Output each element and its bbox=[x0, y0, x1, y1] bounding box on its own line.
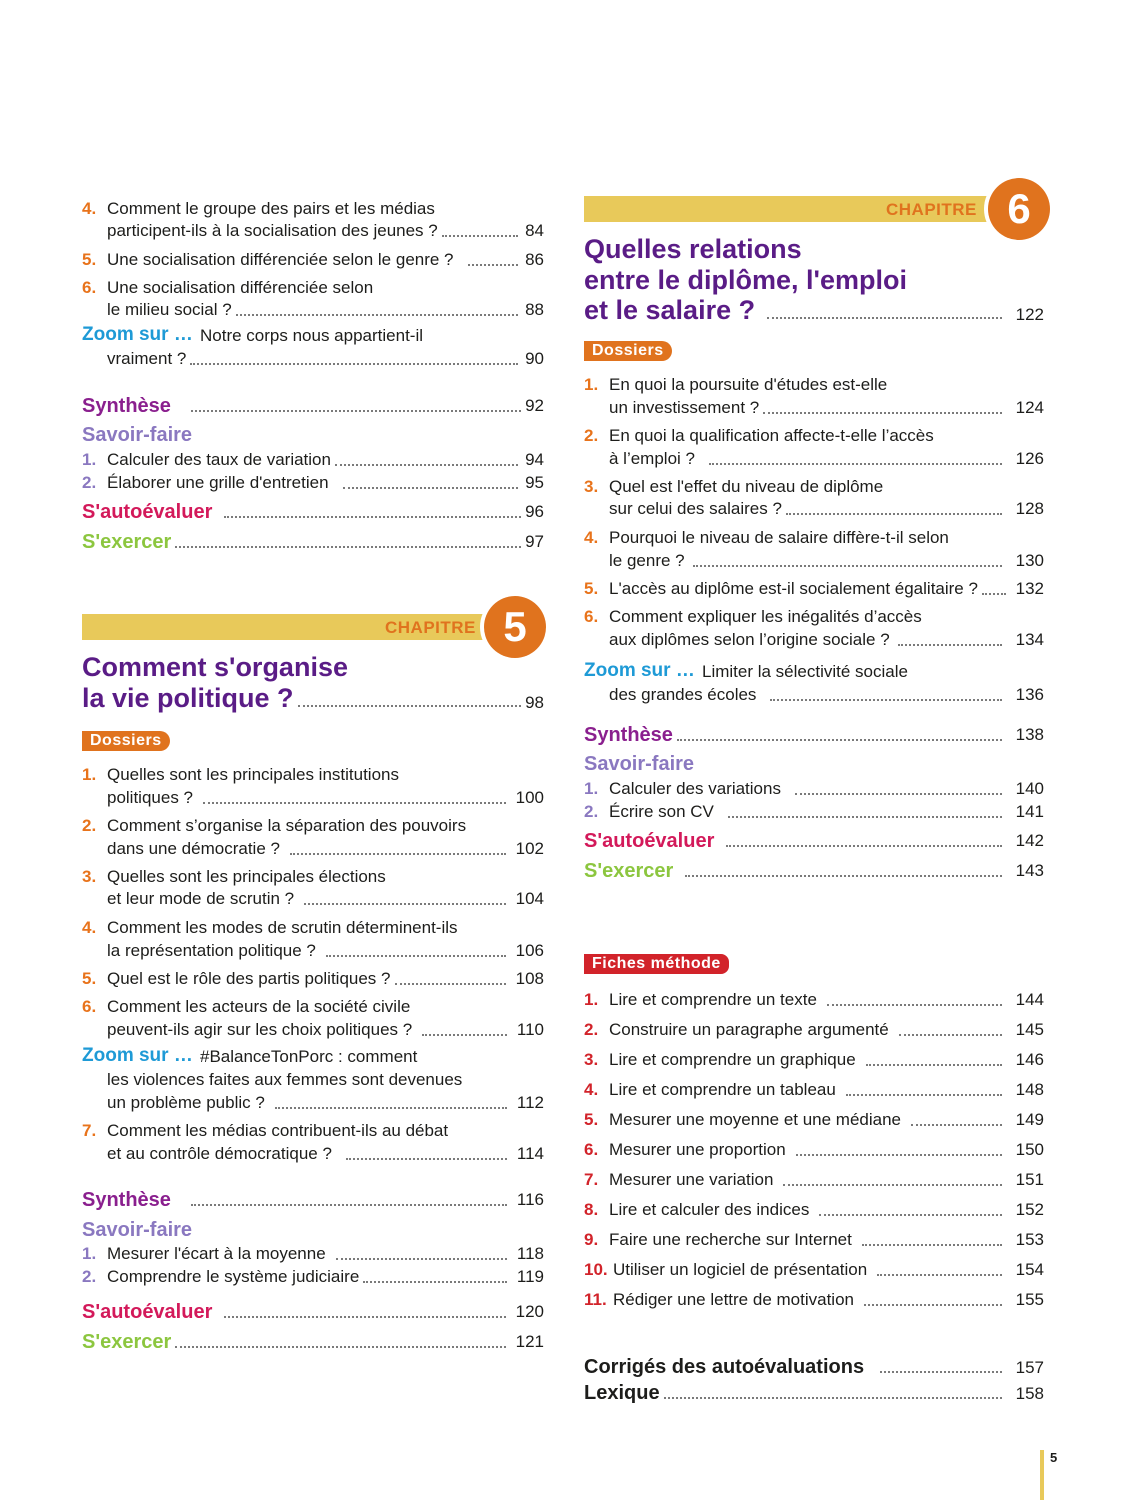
item-text: vraiment ? bbox=[107, 349, 187, 368]
item-number: 6. bbox=[82, 997, 97, 1016]
item-text: politiques ? bbox=[107, 788, 194, 807]
item-number: 9. bbox=[584, 1230, 599, 1249]
item-number: 7. bbox=[584, 1170, 599, 1189]
item-number: 1. bbox=[584, 779, 599, 798]
page-number: 148 bbox=[1015, 1080, 1044, 1099]
page-number: 128 bbox=[1015, 499, 1044, 518]
item-number: 3. bbox=[584, 1050, 599, 1069]
page-number: 114 bbox=[516, 1144, 544, 1163]
list-item[interactable] bbox=[82, 764, 544, 810]
chapter-title: Comment s'organise bbox=[82, 652, 348, 682]
synthese-entry[interactable] bbox=[82, 394, 544, 418]
dot-leader bbox=[343, 487, 518, 489]
item-text: peuvent-ils agir sur les choix politiques ? bbox=[107, 1020, 413, 1039]
dot-leader bbox=[709, 463, 1002, 465]
item-number: 4. bbox=[584, 528, 599, 547]
dot-leader bbox=[763, 412, 1001, 414]
item-text: dans une démocratie ? bbox=[107, 839, 280, 858]
item-text: Calculer des variations bbox=[609, 779, 781, 798]
chapter-label: CHAPITRE bbox=[385, 618, 476, 637]
zoom-item[interactable] bbox=[82, 325, 544, 371]
dot-leader bbox=[290, 853, 506, 855]
dot-leader bbox=[224, 1316, 505, 1318]
list-item[interactable] bbox=[584, 606, 1044, 652]
chapter-title-line[interactable] bbox=[584, 295, 1044, 326]
item-number: 6. bbox=[82, 278, 97, 297]
dot-leader bbox=[982, 593, 1006, 595]
item-text: et au contrôle démocratique ? bbox=[107, 1144, 332, 1163]
dot-leader bbox=[304, 903, 506, 905]
item-number: 7. bbox=[82, 1121, 97, 1140]
page-number: 146 bbox=[1015, 1050, 1044, 1069]
page-number: 151 bbox=[1015, 1170, 1044, 1189]
dot-leader bbox=[422, 1034, 507, 1036]
dot-leader bbox=[395, 983, 506, 985]
item-text: Quelles sont les principales institutions bbox=[107, 765, 399, 784]
page-number: 88 bbox=[525, 300, 544, 319]
fiche-item[interactable] bbox=[584, 1079, 1044, 1101]
fiche-item[interactable] bbox=[584, 1259, 1044, 1281]
item-text: En quoi la qualification affecte-t-elle l’accès bbox=[609, 426, 934, 445]
dot-leader bbox=[236, 314, 518, 316]
item-number: 2. bbox=[82, 1267, 97, 1286]
page-number: 145 bbox=[1015, 1020, 1044, 1039]
item-text: Pourquoi le niveau de salaire diffère-t-il selon bbox=[609, 528, 949, 547]
list-item[interactable] bbox=[584, 374, 1044, 420]
savoir-faire-heading: Savoir-faire bbox=[82, 424, 193, 446]
item-text: le genre ? bbox=[609, 551, 685, 570]
page-number: 94 bbox=[525, 450, 544, 469]
fiche-item[interactable] bbox=[584, 1049, 1044, 1071]
item-text: un investissement ? bbox=[609, 398, 760, 417]
item-text: Mesurer l'écart à la moyenne bbox=[107, 1244, 326, 1263]
dot-leader bbox=[203, 802, 506, 804]
item-text: Écrire son CV bbox=[609, 802, 714, 821]
list-item[interactable] bbox=[82, 996, 544, 1042]
item-number: 1. bbox=[82, 765, 97, 784]
synthese-entry[interactable] bbox=[584, 723, 1044, 747]
item-number: 8. bbox=[584, 1200, 599, 1219]
page-number: 121 bbox=[515, 1332, 544, 1351]
item-number: 2. bbox=[584, 802, 599, 821]
item-text: Élaborer une grille d'entretien bbox=[107, 473, 329, 492]
corriges-entry[interactable] bbox=[584, 1355, 1044, 1379]
page-number: 152 bbox=[1015, 1200, 1044, 1219]
page-number: 90 bbox=[525, 349, 544, 368]
item-number: 2. bbox=[584, 1020, 599, 1039]
list-item[interactable] bbox=[584, 476, 1044, 522]
dot-leader bbox=[786, 513, 1002, 515]
dot-leader bbox=[224, 516, 521, 518]
exercer-entry[interactable] bbox=[82, 1330, 544, 1354]
dot-leader bbox=[693, 565, 1002, 567]
chapter-title: et le salaire ? bbox=[584, 295, 756, 325]
dot-leader bbox=[175, 546, 521, 548]
fiche-item[interactable] bbox=[584, 1169, 1044, 1191]
page-number: 98 bbox=[525, 693, 544, 712]
dot-leader bbox=[899, 1034, 1002, 1036]
page-marker-bar bbox=[1040, 1450, 1044, 1500]
page-number: 136 bbox=[1015, 685, 1044, 704]
item-number: 5. bbox=[82, 250, 97, 269]
item-text: un problème public ? bbox=[107, 1093, 265, 1112]
page-number: 149 bbox=[1015, 1110, 1044, 1129]
chapter-title: entre le diplôme, l'emploi bbox=[584, 265, 907, 295]
page-number: 100 bbox=[515, 788, 544, 807]
list-item[interactable] bbox=[82, 277, 544, 323]
dot-leader bbox=[846, 1094, 1002, 1096]
dot-leader bbox=[275, 1107, 507, 1109]
dot-leader bbox=[864, 1304, 1002, 1306]
autoevaluer-label: S'autoévaluer bbox=[82, 1301, 213, 1323]
fiche-item[interactable] bbox=[584, 1109, 1044, 1131]
list-item[interactable] bbox=[82, 249, 544, 271]
fiche-item[interactable] bbox=[584, 1229, 1044, 1251]
synthese-entry[interactable] bbox=[82, 1188, 544, 1212]
page-number: 134 bbox=[1015, 630, 1044, 649]
chapter-title: la vie politique ? bbox=[82, 683, 294, 713]
page-number: 143 bbox=[1015, 861, 1044, 880]
page-number: 155 bbox=[1015, 1290, 1044, 1309]
exercer-entry[interactable] bbox=[82, 530, 544, 554]
item-text: #BalanceTonPorc : comment bbox=[200, 1047, 418, 1066]
chapter-title: Quelles relations bbox=[584, 234, 802, 264]
item-text: Calculer des taux de variation bbox=[107, 450, 331, 469]
page-number: 119 bbox=[516, 1267, 544, 1286]
synthese-label: Synthèse bbox=[82, 395, 171, 417]
page-number: 141 bbox=[1015, 802, 1044, 821]
dot-leader bbox=[827, 1004, 1002, 1006]
item-number: 11. bbox=[584, 1290, 607, 1309]
item-text: Mesurer une proportion bbox=[609, 1140, 786, 1159]
item-text: Lire et comprendre un texte bbox=[609, 990, 817, 1009]
dot-leader bbox=[862, 1244, 1002, 1246]
dot-leader bbox=[795, 793, 1002, 795]
fiche-item[interactable] bbox=[584, 1139, 1044, 1161]
item-text: les violences faites aux femmes sont devenues bbox=[107, 1070, 463, 1089]
item-number: 5. bbox=[82, 969, 97, 988]
autoevaluer-label: S'autoévaluer bbox=[584, 830, 715, 852]
page-number: 102 bbox=[515, 839, 544, 858]
page-number: 116 bbox=[516, 1190, 544, 1209]
item-text: Faire une recherche sur Internet bbox=[609, 1230, 852, 1249]
chapter-title-line[interactable] bbox=[82, 683, 544, 714]
dossiers-badge: Dossiers bbox=[584, 341, 672, 361]
page-number: 153 bbox=[1015, 1230, 1044, 1249]
autoevaluer-entry[interactable] bbox=[82, 1300, 544, 1324]
list-item[interactable] bbox=[82, 866, 544, 912]
item-text: sur celui des salaires ? bbox=[609, 499, 782, 518]
dot-leader bbox=[190, 363, 518, 365]
item-text: Comment expliquer les inégalités d’accès bbox=[609, 607, 922, 626]
list-item[interactable] bbox=[584, 425, 1044, 471]
dot-leader bbox=[335, 464, 518, 466]
fiche-item[interactable] bbox=[584, 1289, 1044, 1311]
item-text: Lire et comprendre un tableau bbox=[609, 1080, 836, 1099]
page-number: 86 bbox=[525, 250, 544, 269]
page-number: 157 bbox=[1015, 1358, 1044, 1377]
page-number: 126 bbox=[1015, 449, 1044, 468]
item-text: Construire un paragraphe argumenté bbox=[609, 1020, 889, 1039]
page-number: 96 bbox=[525, 502, 544, 521]
zoom-item[interactable] bbox=[82, 1046, 544, 1114]
page-number: 132 bbox=[1015, 579, 1044, 598]
autoevaluer-entry[interactable] bbox=[82, 500, 544, 524]
lexique-label: Lexique bbox=[584, 1382, 660, 1404]
page-number: 150 bbox=[1015, 1140, 1044, 1159]
list-item[interactable] bbox=[82, 1243, 544, 1265]
chapter-number: 5 bbox=[484, 596, 546, 658]
list-item[interactable] bbox=[584, 778, 1044, 800]
dot-leader bbox=[726, 845, 1001, 847]
item-number: 5. bbox=[584, 1110, 599, 1129]
item-text: Comment les médias contribuent-ils au débat bbox=[107, 1121, 449, 1140]
dot-leader bbox=[866, 1064, 1002, 1066]
exercer-label: S'exercer bbox=[82, 1331, 172, 1353]
item-text: Quel est le rôle des partis politiques ? bbox=[107, 969, 391, 988]
dot-leader bbox=[898, 644, 1002, 646]
item-text: des grandes écoles bbox=[609, 685, 757, 704]
chapter-number: 6 bbox=[988, 178, 1050, 240]
page-number: 158 bbox=[1015, 1384, 1044, 1403]
dot-leader bbox=[363, 1281, 507, 1283]
item-number: 2. bbox=[82, 473, 97, 492]
zoom-label: Zoom sur … bbox=[584, 660, 695, 681]
page-number: 104 bbox=[515, 889, 544, 908]
page-number: 122 bbox=[1015, 305, 1044, 324]
dot-leader bbox=[191, 1204, 507, 1206]
lexique-entry[interactable] bbox=[584, 1381, 1044, 1405]
exercer-label: S'exercer bbox=[82, 531, 172, 553]
savoir-faire-heading: Savoir-faire bbox=[584, 753, 695, 775]
item-text: Quelles sont les principales élections bbox=[107, 867, 386, 886]
list-item[interactable] bbox=[82, 472, 544, 494]
page-number: 140 bbox=[1015, 779, 1044, 798]
dot-leader bbox=[796, 1154, 1002, 1156]
exercer-label: S'exercer bbox=[584, 860, 674, 882]
item-text: Utiliser un logiciel de présentation bbox=[613, 1260, 868, 1279]
list-item[interactable] bbox=[82, 815, 544, 861]
item-number: 3. bbox=[584, 477, 599, 496]
list-item[interactable] bbox=[82, 1266, 544, 1288]
page-number-footer: 5 bbox=[1050, 1450, 1058, 1465]
item-number: 1. bbox=[82, 1244, 97, 1263]
dot-leader bbox=[298, 705, 522, 707]
chapter-label: CHAPITRE bbox=[886, 200, 977, 219]
autoevaluer-label: S'autoévaluer bbox=[82, 501, 213, 523]
item-text: Rédiger une lettre de motivation bbox=[613, 1290, 854, 1309]
dot-leader bbox=[819, 1214, 1001, 1216]
item-number: 4. bbox=[82, 199, 97, 218]
item-number: 1. bbox=[82, 450, 97, 469]
dot-leader bbox=[770, 699, 1001, 701]
page-number: 120 bbox=[515, 1302, 544, 1321]
page-number: 97 bbox=[525, 532, 544, 551]
list-item[interactable] bbox=[584, 527, 1044, 573]
fiche-item[interactable] bbox=[584, 1019, 1044, 1041]
item-number: 6. bbox=[584, 607, 599, 626]
page-number: 110 bbox=[516, 1020, 544, 1039]
dot-leader bbox=[677, 739, 1002, 741]
page-number: 112 bbox=[516, 1093, 544, 1112]
list-item[interactable] bbox=[82, 917, 544, 963]
item-number: 6. bbox=[584, 1140, 599, 1159]
list-item[interactable] bbox=[82, 198, 544, 244]
dot-leader bbox=[767, 317, 1002, 319]
list-item[interactable] bbox=[82, 1120, 544, 1166]
page-number: 118 bbox=[516, 1244, 544, 1263]
item-number: 5. bbox=[584, 579, 599, 598]
list-item[interactable] bbox=[584, 578, 1044, 600]
savoir-faire-heading: Savoir-faire bbox=[82, 1219, 193, 1241]
corriges-label: Corrigés des autoévaluations bbox=[584, 1356, 865, 1378]
item-text: Limiter la sélectivité sociale bbox=[702, 662, 908, 681]
page-number: 154 bbox=[1015, 1260, 1044, 1279]
item-number: 2. bbox=[82, 816, 97, 835]
dot-leader bbox=[911, 1124, 1002, 1126]
zoom-item[interactable] bbox=[584, 661, 1044, 707]
item-text: à l’emploi ? bbox=[609, 449, 695, 468]
fiche-item[interactable] bbox=[584, 1199, 1044, 1221]
item-text: aux diplômes selon l’origine sociale ? bbox=[609, 630, 890, 649]
list-item[interactable] bbox=[82, 449, 544, 471]
dot-leader bbox=[175, 1346, 505, 1348]
item-text: la représentation politique ? bbox=[107, 941, 316, 960]
item-text: Comment les acteurs de la société civile bbox=[107, 997, 411, 1016]
item-text: Notre corps nous appartient-il bbox=[200, 326, 424, 345]
list-item[interactable] bbox=[82, 968, 544, 990]
item-text: le milieu social ? bbox=[107, 300, 232, 319]
item-text: Comment le groupe des pairs et les médias bbox=[107, 199, 435, 218]
dot-leader bbox=[880, 1371, 1002, 1373]
dot-leader bbox=[336, 1258, 507, 1260]
page-number: 92 bbox=[525, 396, 544, 415]
item-number: 1. bbox=[584, 990, 599, 1009]
zoom-label: Zoom sur … bbox=[82, 1045, 193, 1066]
list-item[interactable] bbox=[584, 801, 1044, 823]
page-number: 130 bbox=[1015, 551, 1044, 570]
dot-leader bbox=[664, 1397, 1002, 1399]
item-number: 4. bbox=[584, 1080, 599, 1099]
page-number: 108 bbox=[515, 969, 544, 988]
item-text: L'accès au diplôme est-il socialement égalitaire ? bbox=[609, 579, 978, 598]
item-number: 10. bbox=[584, 1260, 608, 1279]
dot-leader bbox=[728, 816, 1002, 818]
dot-leader bbox=[346, 1158, 507, 1160]
dot-leader bbox=[877, 1274, 1001, 1276]
item-number: 2. bbox=[584, 426, 599, 445]
page-number: 106 bbox=[515, 941, 544, 960]
synthese-label: Synthèse bbox=[82, 1189, 171, 1211]
item-text: Une socialisation différenciée selon bbox=[107, 278, 374, 297]
dot-leader bbox=[326, 955, 506, 957]
fiches-methode-badge: Fiches méthode bbox=[584, 954, 729, 974]
fiche-item[interactable] bbox=[584, 989, 1044, 1011]
page-number: 142 bbox=[1015, 831, 1044, 850]
item-number: 4. bbox=[82, 918, 97, 937]
dot-leader bbox=[442, 235, 518, 237]
page-number: 124 bbox=[1015, 398, 1044, 417]
item-text: et leur mode de scrutin ? bbox=[107, 889, 295, 908]
page-number: 144 bbox=[1015, 990, 1044, 1009]
item-text: Quel est l'effet du niveau de diplôme bbox=[609, 477, 884, 496]
page-number: 84 bbox=[525, 221, 544, 240]
item-number: 1. bbox=[584, 375, 599, 394]
item-text: Comment s’organise la séparation des pouvoirs bbox=[107, 816, 467, 835]
item-text: participent-ils à la socialisation des jeunes ? bbox=[107, 221, 438, 240]
item-text: Lire et comprendre un graphique bbox=[609, 1050, 856, 1069]
autoevaluer-entry[interactable] bbox=[584, 829, 1044, 853]
item-text: Mesurer une moyenne et une médiane bbox=[609, 1110, 902, 1129]
page-number: 95 bbox=[525, 473, 544, 492]
dot-leader bbox=[783, 1184, 1001, 1186]
zoom-label: Zoom sur … bbox=[82, 324, 193, 345]
dossiers-badge: Dossiers bbox=[82, 731, 170, 751]
dot-leader bbox=[685, 875, 1001, 877]
page-number: 138 bbox=[1015, 725, 1044, 744]
item-text: Comment les modes de scrutin déterminent-ils bbox=[107, 918, 458, 937]
item-text: Lire et calculer des indices bbox=[609, 1200, 810, 1219]
item-text: Une socialisation différenciée selon le genre ? bbox=[107, 250, 454, 269]
dot-leader bbox=[468, 264, 518, 266]
item-number: 3. bbox=[82, 867, 97, 886]
exercer-entry[interactable] bbox=[584, 859, 1044, 883]
item-text: Comprendre le système judiciaire bbox=[107, 1267, 360, 1286]
synthese-label: Synthèse bbox=[584, 724, 673, 746]
item-text: Mesurer une variation bbox=[609, 1170, 774, 1189]
item-text: En quoi la poursuite d'études est-elle bbox=[609, 375, 888, 394]
dot-leader bbox=[191, 410, 521, 412]
